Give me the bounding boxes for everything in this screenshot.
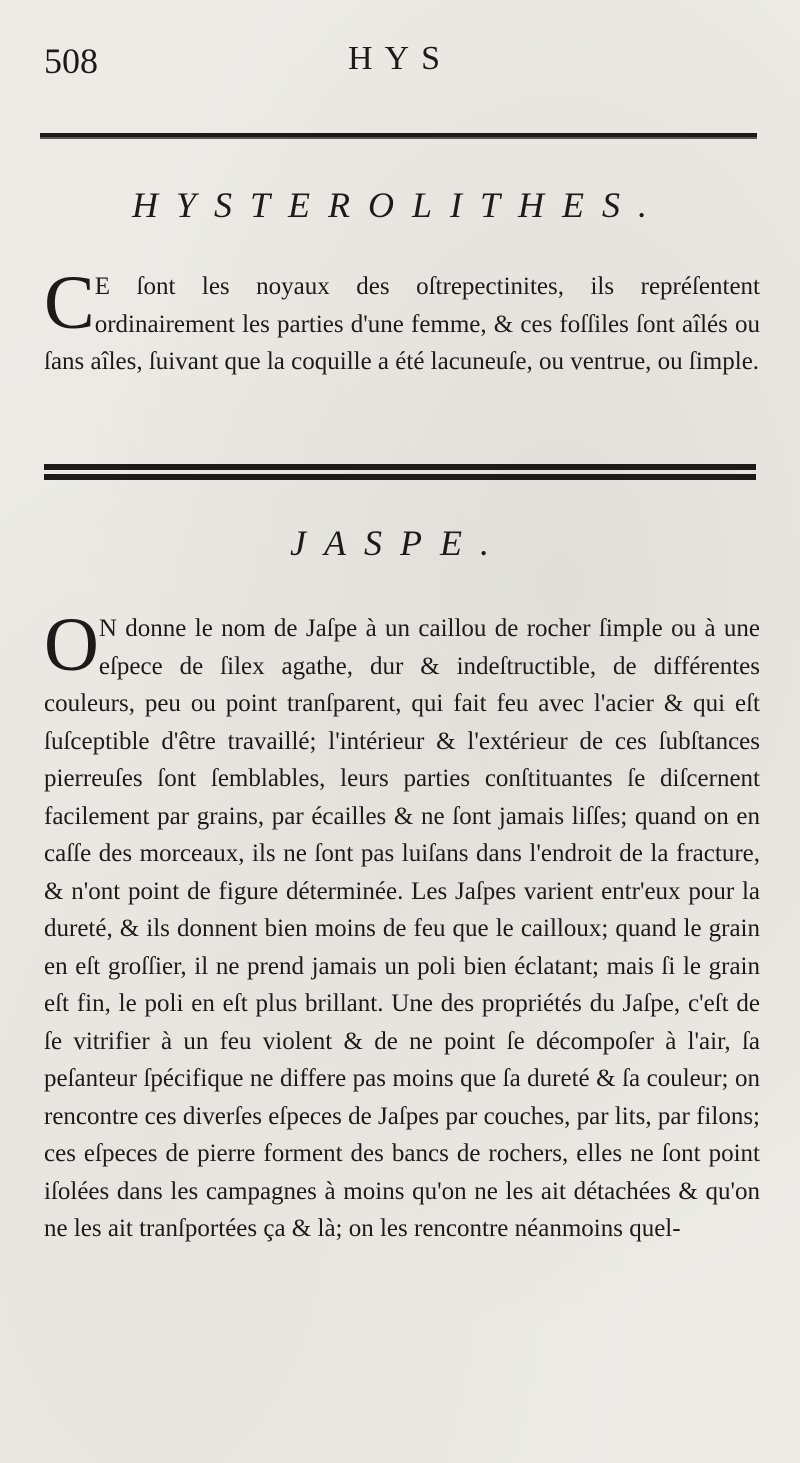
drop-cap: C bbox=[44, 261, 95, 345]
entry-text-hysterolithes bbox=[44, 261, 760, 381]
lead-letter: E bbox=[94, 273, 110, 300]
entry-title-jaspe: JASPE. bbox=[290, 523, 507, 563]
entry-title-hysterolithes: HYSTEROLITHES. bbox=[131, 185, 666, 225]
running-head bbox=[44, 40, 756, 90]
running-head-word: HYS bbox=[347, 40, 453, 77]
header-rule bbox=[40, 133, 757, 139]
lead-letter: N bbox=[98, 615, 117, 642]
entry-body: donne le nom de Jaſpe à un caillou de rocher ſimple ou à une eſpece de ſilex agathe, dur & indeſtructible, de différentes couleurs, peu ou point tranſparent, qui fait feu avec l'acier & qui eſt ſuſceptible d'être travaillé; l'intérieur & l'extérieur de ces ſubſtances pierreuſes ſont ſemblables, leurs parties conſtituantes ſe diſcernent facilement par grains, par écailles & ne ſont jamais liſſes; quand on en caſſe des morceaux, ils ne ſont pas luiſans dans l'endroit de la fracture, & n'ont point de figure déterminée. Les Jaſpes varient entr'eux pour la dureté, & ils donnent bien moins de feu que le cailloux; quand le grain en eſt groſſier, il ne prend jamais un poli bien éclatant; mais ſi le grain eſt fin, le poli en eſt plus brillant. Une des propriétés du Jaſpe, c'eſt de ſe vitrifier à un feu violent & de ne point ſe décompoſer à l'air, ſa peſanteur ſpécifique ne differe pas moins que ſa dureté & ſa couleur; on rencontre ces diverſes eſpeces de Jaſpes par couches, par lits, par filons; ces eſpeces de pierre forment des bancs de rochers, elles ne ſont point iſolées dans les campagnes à moins qu'on ne les ait détachées & qu'on ne les ait tranſportées ça & là; on les rencontre néanmoins quel- bbox=[44, 615, 760, 1242]
page-number: 508 bbox=[44, 41, 98, 81]
section-divider bbox=[44, 464, 756, 482]
entry-body: ſont les noyaux des oſtrepectinites, ils repréſentent ordinairement les parties d'une femme, & ces foſſiles ſont aîlés ou ſans aîles, ſuivant que la coquille a été lacuneuſe, ou ventrue, ou ſimple. bbox=[44, 273, 760, 375]
entry-text-jaspe bbox=[44, 603, 760, 1248]
drop-cap: O bbox=[44, 603, 99, 687]
